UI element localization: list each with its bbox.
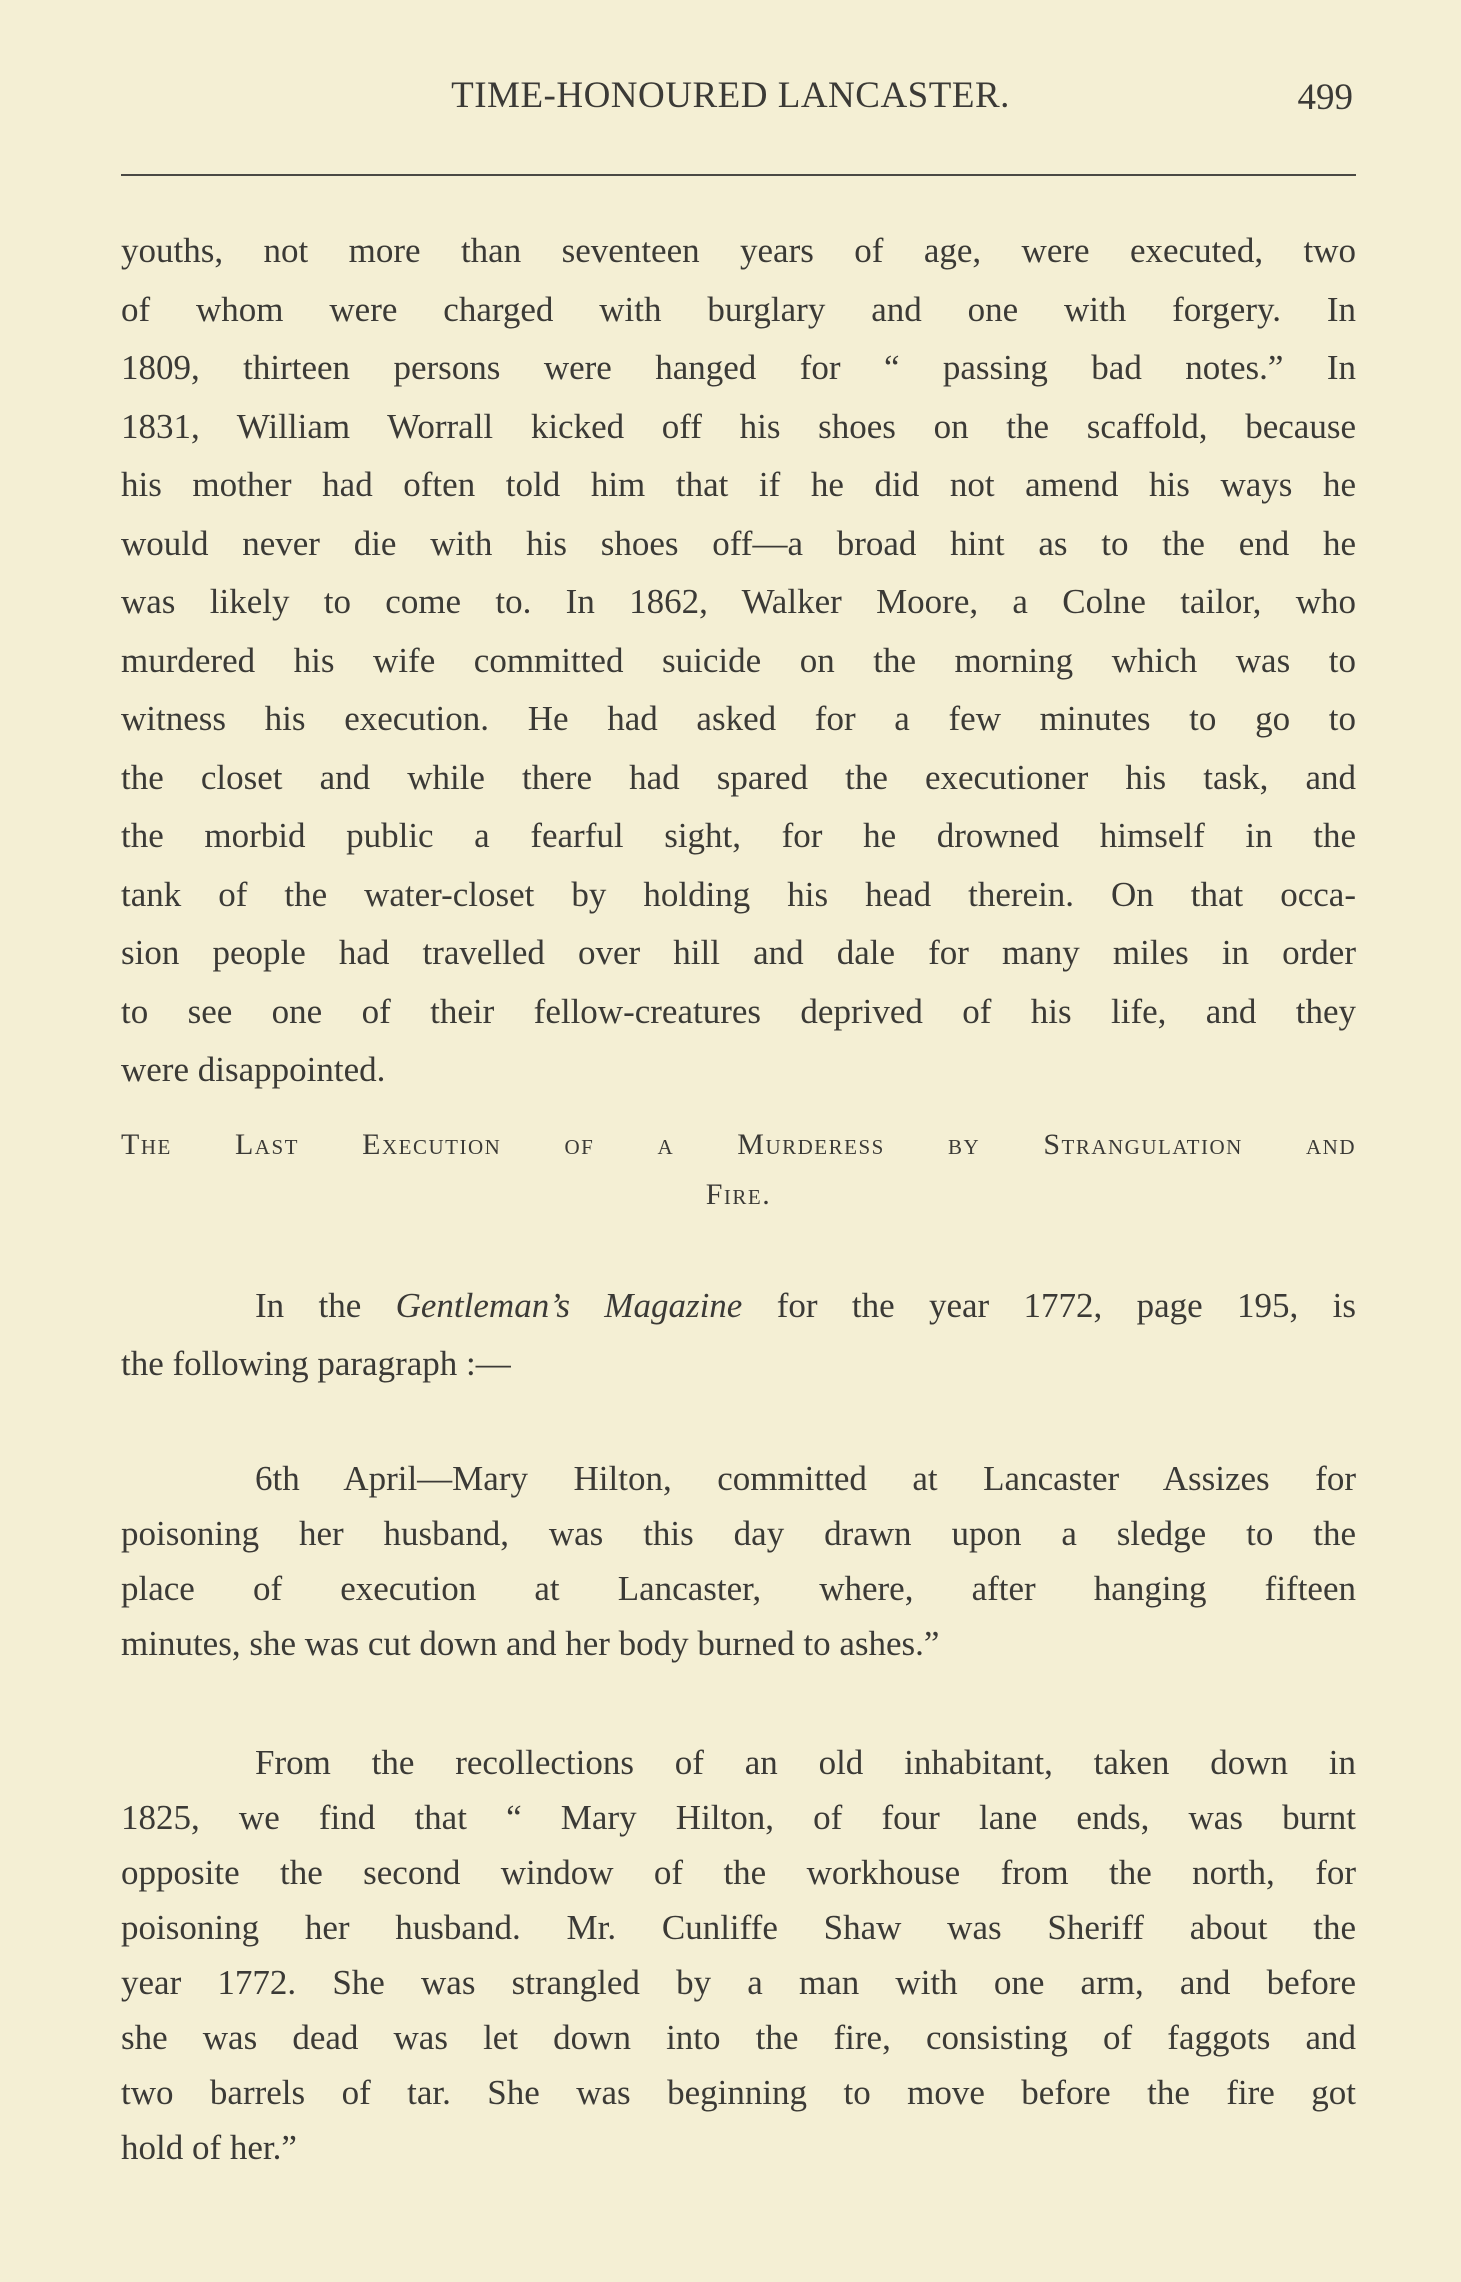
section-heading — [121, 1128, 1356, 1212]
text-line — [121, 1277, 1356, 1335]
header-rule — [121, 174, 1356, 176]
text-line: opposite the second window of the workhouse from the north, for — [121, 1853, 1356, 1892]
text-line: youths, not more than seventeen years of age, were executed, two — [121, 231, 1356, 270]
text-line: tank of the water-closet by holding his head therein. On that occa- — [121, 874, 1356, 914]
text-line: was likely to come to. In 1862, Walker Moore, a Colne tailor, who — [121, 582, 1356, 621]
text-line: of whom were charged with burglary and one with forgery. In — [121, 289, 1356, 329]
text-line: poisoning her husband, was this day drawn upon a sledge to the — [121, 1514, 1356, 1553]
text-line: 6th April—Mary Hilton, committed at Lancaster Assizes for — [255, 1459, 1356, 1498]
section-heading-line-1: The Last Execution of a Murderess by Strangulation and — [121, 1128, 1356, 1161]
text-line: she was dead was let down into the fire, consisting of faggots and — [121, 2018, 1356, 2057]
text-line: minutes, she was cut down and her body burned to ashes.” — [121, 1624, 940, 1663]
text-line: two barrels of tar. She was beginning to move before the fire got — [121, 2073, 1356, 2112]
section-heading-line-2: Fire. — [705, 1178, 772, 1211]
text-line: murdered his wife committed suicide on the morning which was to — [121, 640, 1356, 680]
text-line: sion people had travelled over hill and dale for many miles in order — [121, 933, 1356, 972]
text-segment: In the — [255, 1286, 396, 1325]
text-line: the morbid public a fearful sight, for he drowned himself in the — [121, 816, 1356, 855]
italic-title: Gentleman’s Magazine — [395, 1286, 743, 1325]
running-header: TIME-HONOURED LANCASTER. — [451, 75, 1010, 116]
text-line: would never die with his shoes off—a broad hint as to the end he — [121, 523, 1356, 563]
text-line: to see one of their fellow-creatures deprived of his life, and they — [121, 991, 1356, 1031]
text-line: year 1772. She was strangled by a man with one arm, and before — [121, 1963, 1356, 2002]
text-line: 1831, William Worrall kicked off his shoes on the scaffold, because — [121, 406, 1356, 446]
text-segment: for the year 1772, page 195, is — [742, 1286, 1356, 1325]
text-line: were disappointed. — [121, 1050, 386, 1089]
text-line: hold of her.” — [121, 2128, 297, 2167]
text-line: 1825, we find that “ Mary Hilton, of four lane ends, was burnt — [121, 1798, 1356, 1837]
text-line: 1809, thirteen persons were hanged for “ passing bad notes.” In — [121, 348, 1356, 387]
text-line: the closet and while there had spared the executioner his task, and — [121, 757, 1356, 797]
text-line: his mother had often told him that if he did not amend his ways he — [121, 465, 1356, 504]
text-line: the following paragraph :— — [121, 1344, 511, 1383]
text-line: place of execution at Lancaster, where, after hanging fifteen — [121, 1569, 1356, 1608]
text-line: witness his execution. He had asked for a few minutes to go to — [121, 699, 1356, 738]
text-line: From the recollections of an old inhabitant, taken down in — [255, 1743, 1356, 1782]
text-line: poisoning her husband. Mr. Cunliffe Shaw was Sheriff about the — [121, 1908, 1356, 1947]
page-number: 499 — [1297, 77, 1353, 118]
